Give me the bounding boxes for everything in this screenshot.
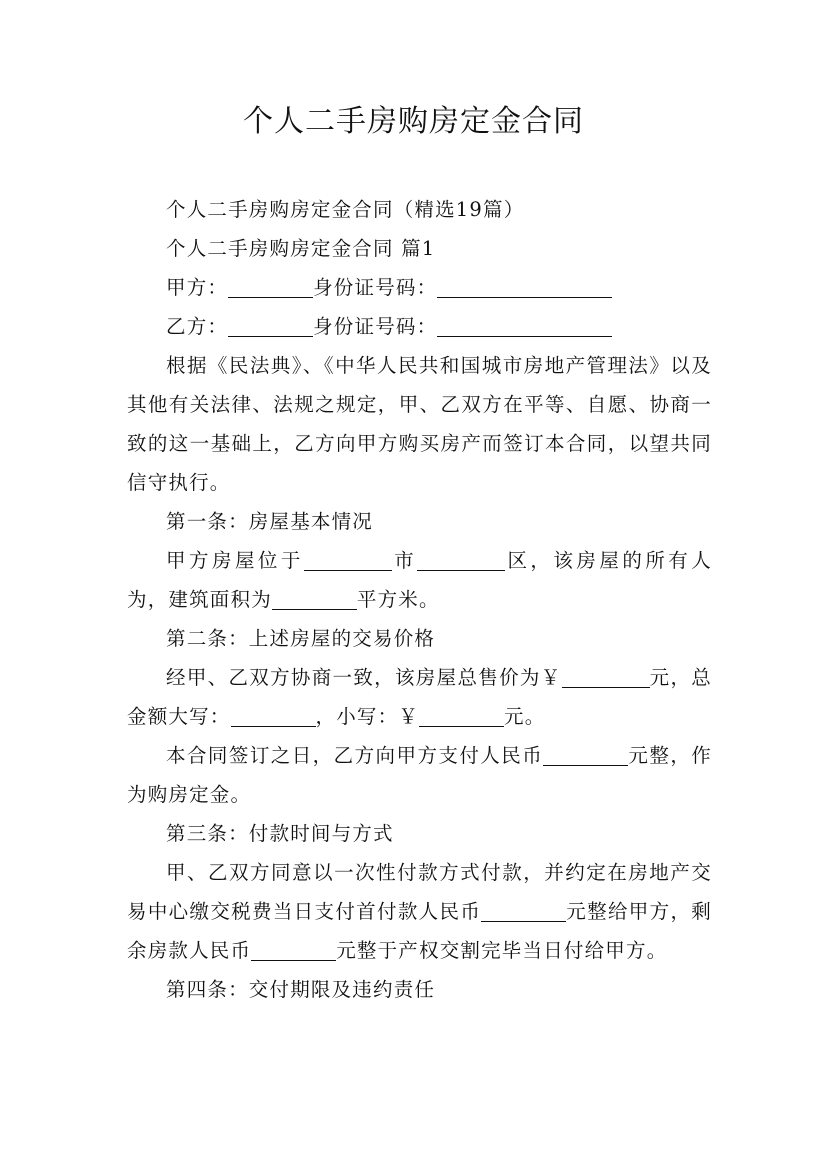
article1-paragraph: [127, 541, 712, 619]
article2-price-paragraph: [127, 658, 712, 736]
amount-figures-blank: [419, 704, 504, 726]
article1-text-2: 市: [391, 549, 418, 572]
area-blank: [272, 587, 357, 609]
payment-text-1: 甲、乙双方同意以一次性付款方式付款，并约定在房地产交易中心缴交税费当日支付首付款人民币: [127, 861, 712, 923]
article3-paragraph: [127, 853, 712, 970]
document-subtitle: 个人二手房购房定金合同（精选19篇）: [166, 198, 525, 221]
deposit-text-2: 元整，作为购房定金。: [127, 744, 712, 806]
party-a-label: 甲方：: [166, 276, 229, 299]
party-b-id-label: 身份证号码：: [313, 315, 438, 338]
article3-heading: 第三条：付款时间与方式: [166, 822, 394, 845]
balance-blank: [251, 938, 336, 960]
deposit-text-1: 本合同签订之日，乙方向甲方支付人民币: [166, 744, 544, 767]
district-blank: [417, 548, 505, 570]
payment-text-2: 元整给甲方，剩余房款人民币: [127, 900, 713, 962]
city-blank: [304, 548, 392, 570]
amount-words-blank: [231, 704, 316, 726]
party-b-name-blank: [228, 314, 313, 336]
party-b-label: 乙方：: [166, 315, 229, 338]
payment-text-3: 元整于产权交割完毕当日付给甲方。: [336, 939, 668, 962]
down-payment-blank: [481, 899, 566, 921]
price-text-3: ，小写：￥: [315, 705, 420, 728]
party-a-name-blank: [228, 275, 313, 297]
article4-heading: 第四条：交付期限及违约责任: [166, 978, 436, 1001]
total-price-blank: [562, 665, 650, 687]
party-a-id-label: 身份证号码：: [313, 276, 438, 299]
party-a-line: [127, 268, 712, 307]
section-heading: 个人二手房购房定金合同 篇1: [166, 237, 436, 260]
party-a-id-blank: [437, 275, 612, 297]
document-title: 个人二手房购房定金合同: [243, 104, 584, 139]
party-b-id-blank: [437, 314, 612, 336]
article1-heading: 第一条：房屋基本情况: [166, 510, 374, 533]
article1-text-4: 平方米。: [356, 588, 440, 611]
article1-text-1: 甲方房屋位于: [166, 549, 304, 572]
intro-paragraph: 根据《民法典》、《中华人民共和国城市房地产管理法》以及其他有关法律、法规之规定，甲、乙双方在平等、自愿、协商一致的这一基础上，乙方向甲方购买房产而签订本合同，以望共同信守执行。: [127, 354, 712, 494]
article2-deposit-paragraph: [127, 736, 712, 814]
document-body: [127, 190, 712, 1009]
party-b-line: [127, 307, 712, 346]
article2-heading: 第二条：上述房屋的交易价格: [166, 627, 436, 650]
price-text-2: 元，总金额大写：: [127, 666, 712, 728]
article1-text-3: 区，该房屋的所有人为，建筑面积为: [127, 549, 712, 611]
deposit-blank: [543, 743, 628, 765]
price-text-4: 元。: [504, 705, 546, 728]
price-text-1: 经甲、乙双方协商一致，该房屋总售价为￥: [166, 666, 562, 689]
